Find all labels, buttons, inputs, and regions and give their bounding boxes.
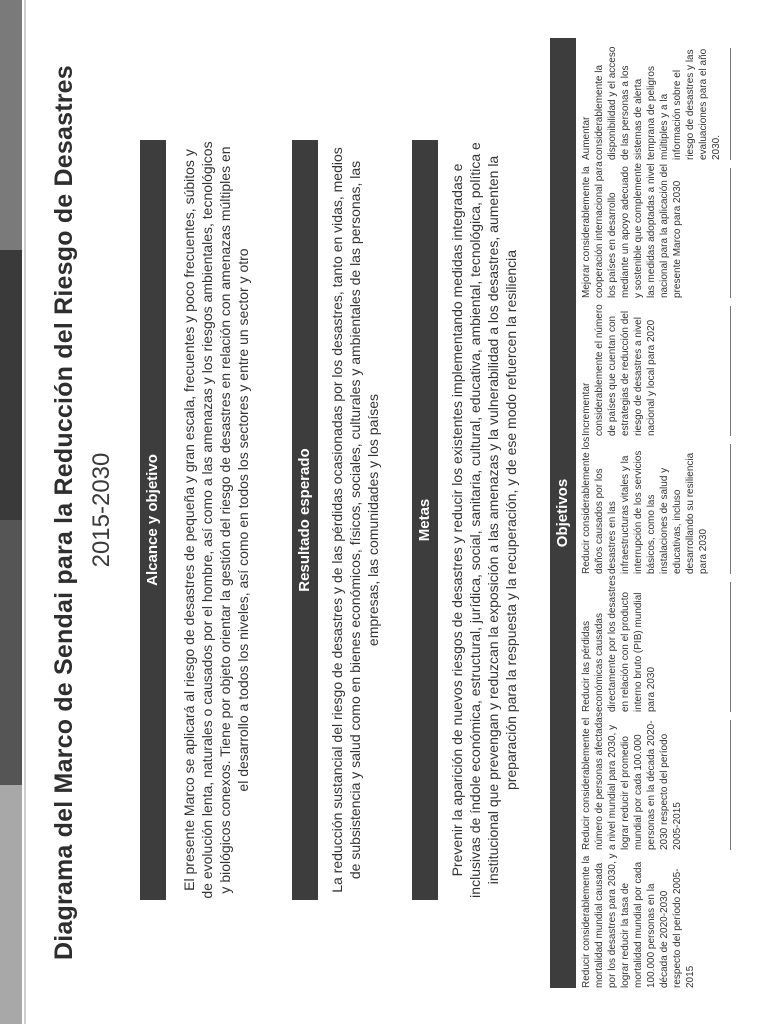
rotated-page [30,20,765,1010]
column-rule [730,306,731,436]
objetivo-item: Aumentar considerablemente la disponibilidad y el acceso de las personas a los sistemas de alerta temprana de peligros múltiples y a la información sobre el riesgo de desastres y las evaluaciones para el año 2030. [580,40,760,160]
objetivo-item: Reducir considerablemente la mortalidad mundial causada por los desastres para 2030, y lograr reducir la tasa de mortalidad mundial por cada 100.000 personas en la década de 2020-2030 respecto del período 2005-2015 [581,853,696,988]
objetivo-item: Reducir las pérdidas económicas causadas directamente por los desastres en relación con el producto interno bruto (PIB) mundial para 2030 [580,574,760,712]
resultado-text: La reducción sustancial del riesgo de desastres y de las pérdidas ocasionadas por los desastres, tanto en vidas, medios de subsistencia y salud como en bienes económicos, físicos, sociales, culturales y ambientales de las personas, las empresas, las comunidades y los países [329,147,381,893]
metas-text: Prevenir la aparición de nuevos riesgos de desastres y reducir los existentes implementando medidas integradas e inclusivas de índole económica, estructural, jurídica, social, sanitaria, cultural, educativa, ambiental, tecnológica, política e institucional que prevengan y reduzcan la exposición a las amenazas y la vulnerabilidad a los desastres, aumenten la preparación para la respuesta y la recuperación, y de ese modo refuercen la resiliencia [449,142,519,898]
objetivo-item: Mejorar considerablemente la cooperación internacional para los países en desarrollo mediante un apoyo adecuado y sostenible que complemente las medidas adoptadas a nivel nacional para la aplicación del presente Marco para 2030 [580,160,760,298]
objetivos-heading: Objetivos [550,38,576,988]
objetivo-item: Reducir considerablemente los daños causados por los desastres en las infraestructuras vitales y la interrupción de los servicios básicos, como las instalaciones de salud y educativas, incluso desarrollando su resiliencia para 2030 [580,436,760,574]
column-rule [730,720,731,850]
objetivo-item: Reducir considerablemente el número de personas afectadas a nivel mundial para 2030, y lograr reducir el promedio mundial por cada 100.000 personas en la década 2020-2030 respecto del período 2005-2015 [580,712,760,850]
objetivo-item: Incrementar considerablemente el número de países que cuentan con estrategias de reducción del riesgo de desastres a nivel nacional y local para 2020 [580,298,760,436]
column-rule [730,168,731,298]
column-rule [730,48,731,160]
metas-heading: Metas [412,140,438,900]
alcance-text: El presente Marco se aplicará al riesgo de desastres de pequeña y gran escala, frecuentes y poco frecuentes, súbitos y de evolución lenta, naturales o causados por el hombre, así como a las amenazas y los riesgos ambientales, tecnológicos y biológicos conexos. Tiene por objeto orientar la gestión del riesgo de desastres en relación con amenazas múltiples en el desarrollo a todos los niveles, así como en todos los sectores y entre un sector y otro [181,141,251,899]
resultado-heading: Resultado esperado [292,140,318,900]
document-subtitle: 2015-2030 [88,452,115,568]
objetivos-list [580,38,768,988]
left-edge-strip [0,0,22,1024]
alcance-heading: Alcance y objetivo [140,140,166,900]
page-edge-line [24,0,26,1024]
column-rule [730,444,731,574]
column-rule [730,582,731,712]
document-title: Diagrama del Marco de Sendai para la Reducción del Riesgo de Desastres [50,65,78,960]
